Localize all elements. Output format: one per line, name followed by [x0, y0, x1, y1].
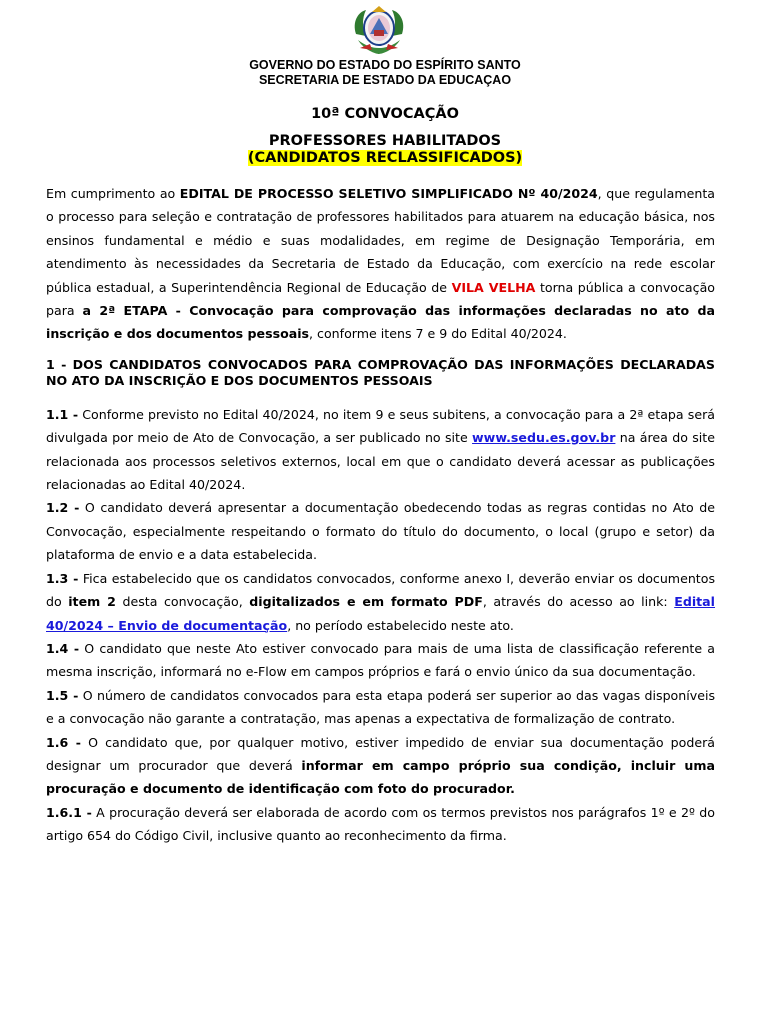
intro-text-1: Em cumprimento ao — [46, 186, 180, 201]
candidates-title-highlight: (CANDIDATOS RECLASSIFICADOS) — [247, 150, 523, 166]
item-1-2-number: 1.2 - — [46, 500, 80, 516]
item-1-1-text-a: Conforme previsto no Edital 40/2024, no item 9 e seus subitens, a convocação para a 2ª etapa será divulgada por meio de Ato de Convocação, a ser publicado no site — [46, 406, 715, 446]
item-1-4 — [46, 637, 715, 684]
sedu-site-link[interactable]: www.sedu.es.gov.br — [472, 430, 616, 446]
item-1-1 — [46, 403, 715, 497]
intro-bold-stage: a 2ª ETAPA - Convocação para comprovação das informações declaradas no ato da inscrição e dos documentos pessoais — [46, 303, 715, 342]
item-1-1-text-b: na área do site relacionada aos processos seletivos externos, local em que o candidato deverá acessar as publicações relacionadas ao Edital 40/2024. — [46, 430, 715, 493]
secretariat-name: SECRETARIA DE ESTADO DA EDUCAÇAO — [258, 73, 512, 87]
item-1-6 — [46, 731, 715, 801]
item-1-6-text-a: O candidato que, por qualquer motivo, estiver impedido de enviar sua documentação poderá designar um procurador que deverá — [46, 734, 715, 773]
coat-of-arms-icon — [350, 4, 408, 56]
edital-name: EDITAL DE PROCESSO SELETIVO SIMPLIFICADO Nº 40/2024 — [179, 186, 598, 201]
convocation-title: 10ª CONVOCAÇÃO — [311, 106, 459, 122]
item-1-3-text-c: desta convocação, — [115, 594, 250, 610]
item-1-6-1-text: A procuração deverá ser elaborada de acordo com os termos previstos nos parágrafos 1º e 2º do artigo 654 do Código Civil, inclusive quanto ao reconhecimento da firma. — [46, 804, 716, 844]
item-1-6-bold: informar em campo próprio sua condição, incluir uma procuração e documento de identificação com foto do procurador. — [46, 757, 715, 797]
item-1-4-number: 1.4 - — [46, 640, 80, 656]
item-1-3-bold-item: item 2 — [68, 594, 116, 610]
document-upload-link[interactable]: Edital 40/2024 – Envio de documentação — [46, 594, 715, 633]
intro-text-4: , conforme itens 7 e 9 do Edital 40/2024. — [309, 326, 567, 342]
item-1-6-1-number: 1.6.1 - — [46, 804, 92, 820]
item-1-3 — [46, 567, 715, 637]
item-1-5-number: 1.5 - — [46, 687, 79, 703]
item-1-3-bold-format: digitalizados e em formato PDF — [249, 594, 483, 610]
item-1-2 — [46, 496, 715, 566]
intro-paragraph — [46, 182, 715, 346]
item-1-2-text: O candidato deverá apresentar a documentação obedecendo todas as regras contidas no Ato de Convocação, especialmente respeitando o formato do título do documento, o local (grupo e setor) da plataforma de envio e a data estabelecida. — [46, 500, 716, 563]
professors-title: PROFESSORES HABILITADOS — [268, 133, 502, 149]
item-1-3-text-e: , através do acesso ao link: — [482, 594, 675, 610]
intro-text-3: torna pública a convocação para — [46, 279, 715, 319]
section-1-title: 1 - DOS CANDIDATOS CONVOCADOS PARA COMPROVAÇÃO DAS INFORMAÇÕES DECLARADAS NO ATO DA INSCRIÇÃO E DOS DOCUMENTOS PESSOAIS — [46, 356, 715, 388]
intro-text-2: , que regulamenta o processo para seleção e contratação de professores habilitados para atuarem na educação básica, nos ensinos fundamental e médio e suas modalidades, em regime de Designação Temporária, em atendimento às necessidades da Secretaria de Estado da Educação, com exercício na rede escolar pública estadual, a Superintendência Regional de Educação de — [46, 186, 715, 295]
item-1-3-number: 1.3 - — [46, 570, 79, 586]
government-name: GOVERNO DO ESTADO DO ESPÍRITO SANTO — [249, 58, 521, 72]
candidates-title — [0, 149, 770, 167]
document-body — [46, 182, 715, 848]
city-name: VILA VELHA — [451, 279, 536, 295]
item-1-1-number: 1.1 - — [46, 406, 79, 422]
item-1-4-text: O candidato que neste Ato estiver convocado para mais de uma lista de classificação referente a mesma inscrição, informará no e-Flow em campos próprios e fará o envio único da sua documentação. — [46, 640, 715, 680]
item-1-5-text: O número de candidatos convocados para esta etapa poderá ser superior ao das vagas disponíveis e a convocação não garante a contratação, mas apenas a expectativa de formalização de contrato. — [46, 687, 716, 727]
item-1-3-text-a: Fica estabelecido que os candidatos convocados, conforme anexo I, deverão enviar os documentos do — [46, 570, 716, 610]
item-1-6-number: 1.6 - — [46, 734, 81, 750]
item-1-6-1 — [46, 801, 715, 848]
item-1-3-text-f: , no período estabelecido neste ato. — [287, 617, 514, 633]
item-1-5 — [46, 684, 715, 731]
